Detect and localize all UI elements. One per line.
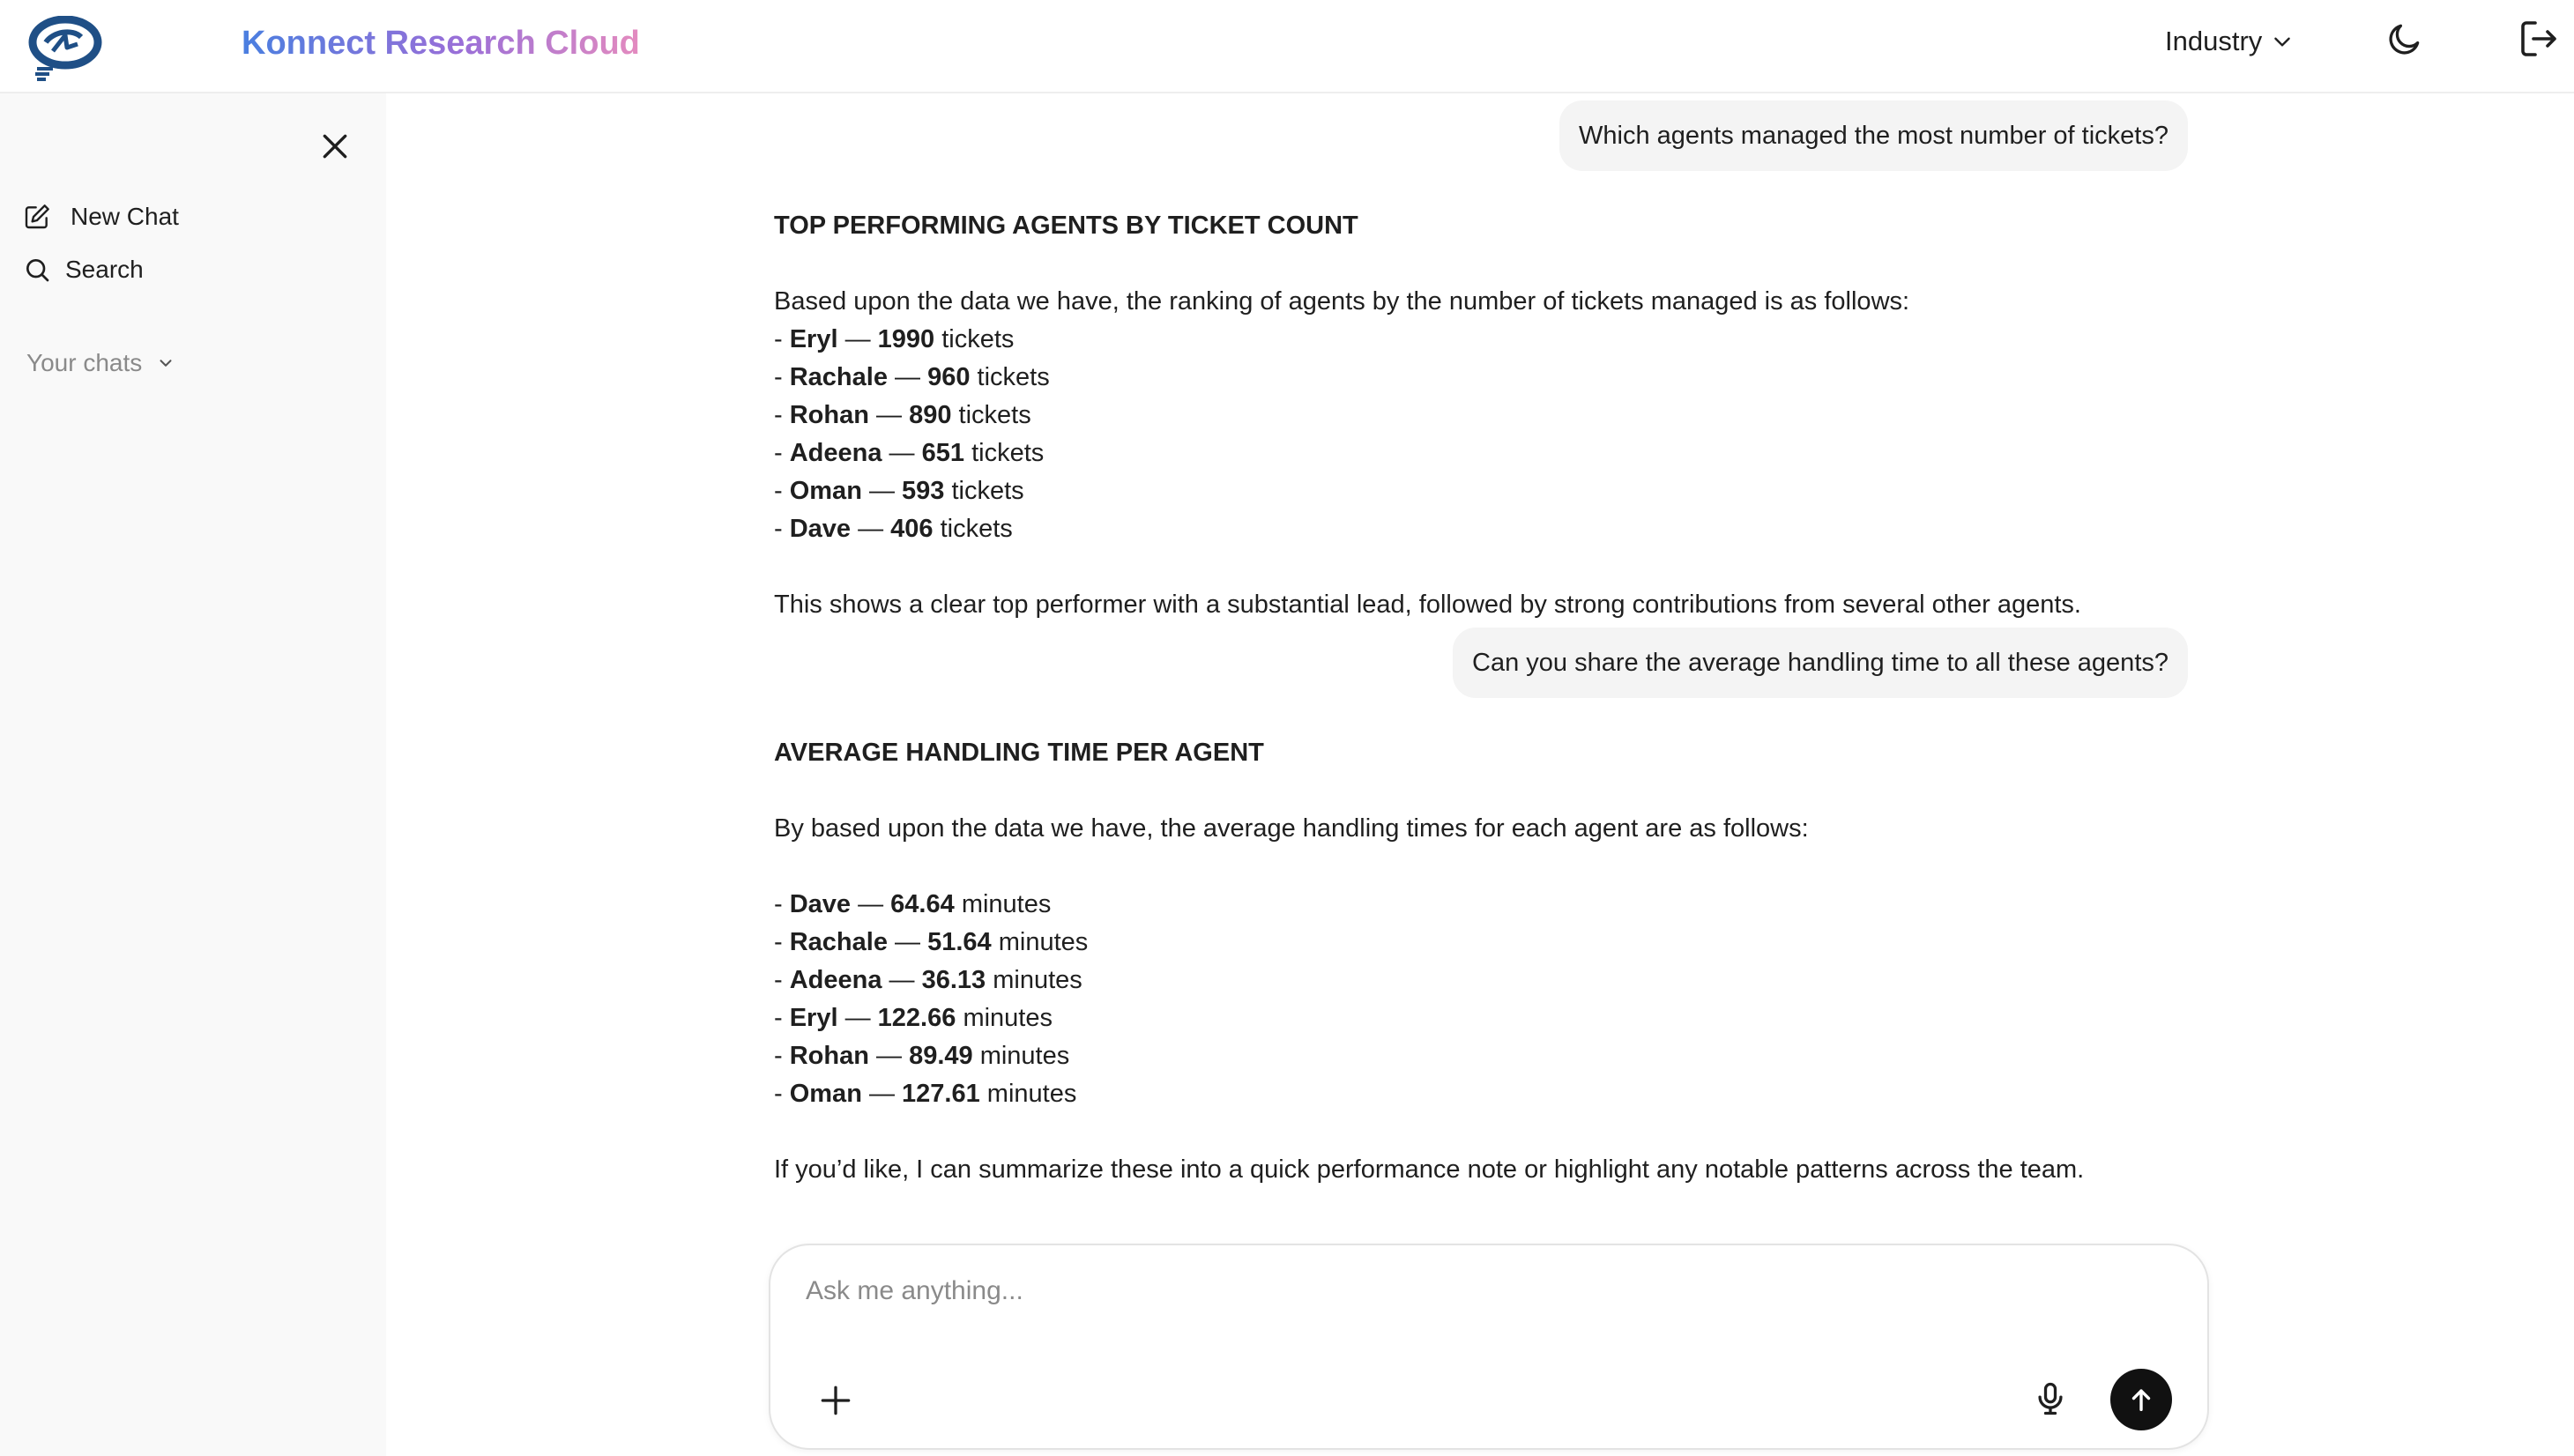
new-chat-button[interactable] [23,197,179,236]
send-button[interactable] [2110,1369,2172,1430]
plus-icon[interactable] [816,1381,855,1420]
list-item: - Rachale — 960 tickets [774,363,1050,391]
answer-outro: If you’d like, I can summarize these into a quick performance note or highlight any notable patterns across the team. [774,1155,2085,1184]
answer-heading: AVERAGE HANDLING TIME PER AGENT [774,739,1264,767]
industry-dropdown-label: Industry [2165,26,2263,56]
list-item: - Adeena — 36.13 minutes [774,966,1082,994]
your-chats-toggle[interactable] [26,344,175,383]
logout-icon[interactable] [2518,18,2560,60]
your-chats-label: Your chats [26,349,143,376]
user-message: Which agents managed the most number of tickets? [1559,100,2188,171]
list-item: - Adeena — 651 tickets [774,439,1045,467]
top-bar [0,0,2574,93]
assistant-message [774,734,2202,1189]
list-item: - Dave — 64.64 minutes [774,890,1052,918]
list-item: - Oman — 127.61 minutes [774,1080,1077,1108]
search-button[interactable] [23,250,144,289]
list-item: - Eryl — 1990 tickets [774,325,1015,353]
list-item: - Dave — 406 tickets [774,515,1013,543]
sidebar [0,93,386,1456]
list-item: - Oman — 593 tickets [774,477,1024,505]
chevron-down-icon [2271,30,2294,53]
message-composer [769,1244,2209,1450]
industry-dropdown[interactable] [2165,19,2294,63]
arrow-up-icon [2126,1385,2156,1415]
answer-outro: This shows a clear top performer with a substantial lead, followed by strong contributions from several other agents. [774,591,2081,619]
moon-icon[interactable] [2385,19,2424,58]
answer-intro: By based upon the data we have, the average handling times for each agent are as follows: [774,814,1809,843]
chat-bubble-logo-icon[interactable] [26,16,102,81]
user-message: Can you share the average handling time to all these agents? [1453,628,2188,698]
search-label: Search [65,256,144,283]
close-icon[interactable] [317,129,353,164]
chevron-down-icon [156,353,175,373]
list-item: - Rohan — 89.49 minutes [774,1042,1070,1070]
answer-intro: Based upon the data we have, the ranking of agents by the number of tickets managed is as follows: [774,287,1910,316]
list-item: - Rachale — 51.64 minutes [774,928,1089,956]
edit-icon [23,203,51,231]
chat-input[interactable] [804,1265,2038,1318]
list-item: - Eryl — 122.66 minutes [774,1004,1053,1032]
microphone-icon[interactable] [2031,1379,2070,1418]
new-chat-label: New Chat [71,203,179,230]
search-icon [23,256,51,284]
list-item: - Rohan — 890 tickets [774,401,1031,429]
assistant-message [774,207,2202,624]
answer-heading: TOP PERFORMING AGENTS BY TICKET COUNT [774,212,1358,240]
app-title: Konnect Research Cloud [242,21,640,65]
